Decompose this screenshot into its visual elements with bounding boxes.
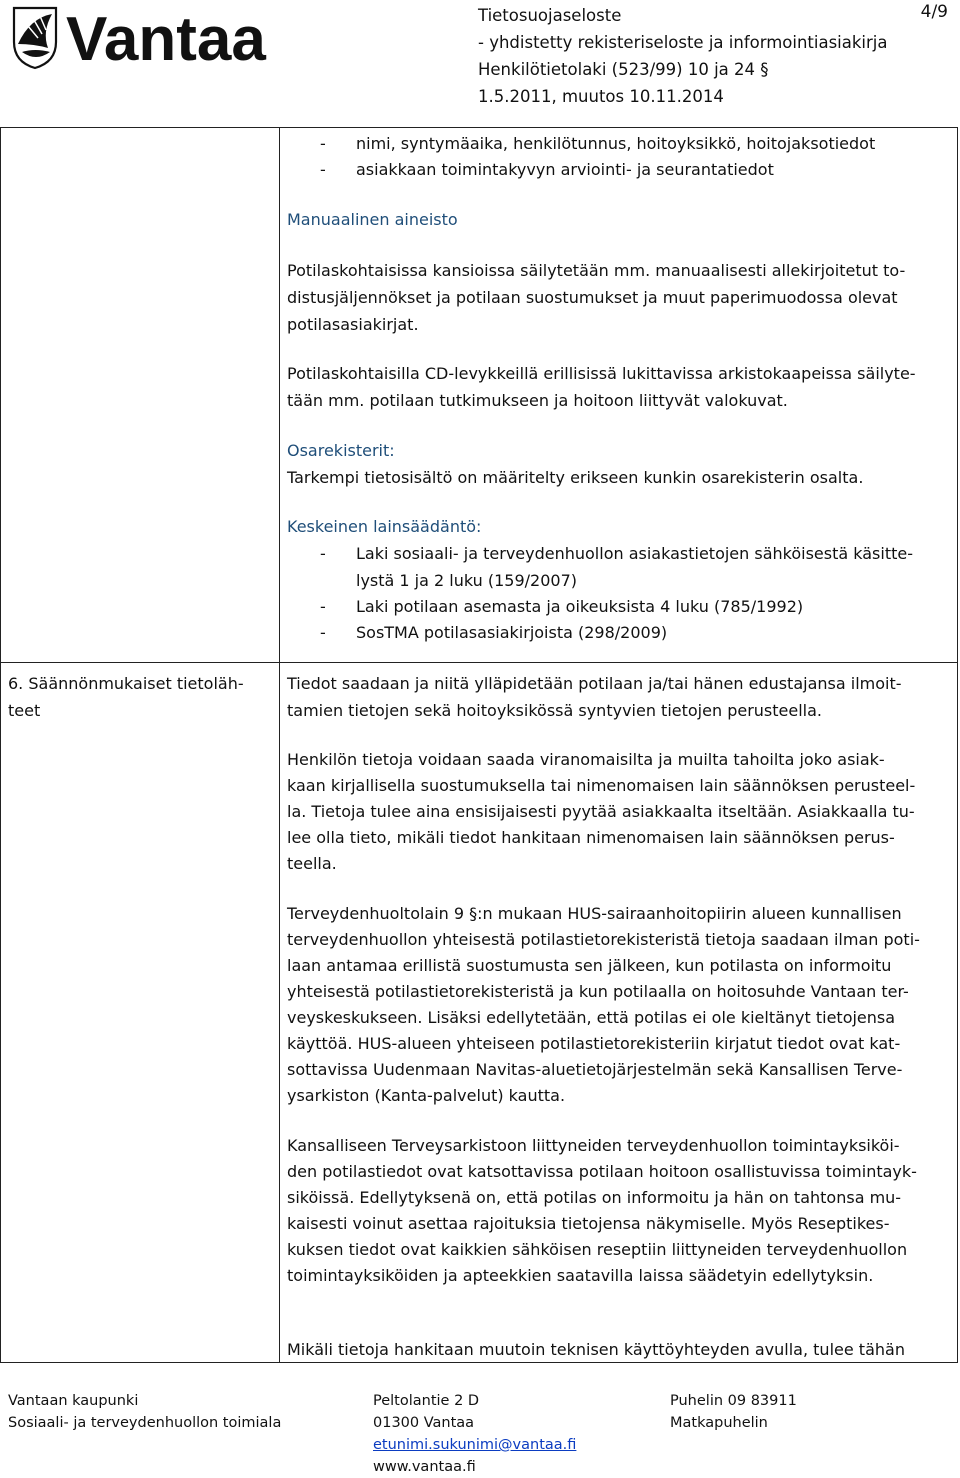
paragraph: Tiedot saadaan ja niitä ylläpidetään potilaan ja/tai hänen edustajansa ilmoit-: [287, 674, 902, 693]
paragraph: lee olla tieto, mikäli tiedot hankitaan nimenomaisen lain säännöksen perus-: [287, 828, 895, 847]
legislation-item: - Laki potilaan asemasta ja oikeuksista 4 luku (785/1992): [320, 597, 804, 616]
paragraph: teella.: [287, 854, 337, 873]
website-text: www.vantaa.fi: [373, 1459, 476, 1475]
manual-material-heading: Manuaalinen aineisto: [287, 210, 458, 229]
page-number: 4/9: [920, 2, 948, 22]
row-divider: [1, 662, 957, 663]
law-reference: Henkilötietolaki (523/99) 10 ja 24 §: [478, 60, 769, 79]
paragraph: Potilaskohtaisissa kansioissa säilytetään mm. manuaalisesti allekirjoitetut to-: [287, 261, 906, 280]
paragraph: laan antamaa erillistä suostumusta sen jälkeen, kun potilasta on informoitu: [287, 956, 892, 975]
paragraph: terveydenhuollon yhteisestä potilastietorekisteristä tietoja saadaan ilman poti-: [287, 930, 920, 949]
paragraph: tään mm. potilaan tutkimukseen ja hoitoon liittyvät valokuvat.: [287, 391, 788, 410]
footer-contact: Puhelin 09 83911 Matkapuhelin: [670, 1393, 797, 1431]
list-item: - nimi, syntymäaika, henkilötunnus, hoitoyksikkö, hoitojaksotiedot: [320, 134, 876, 153]
paragraph: Mikäli tietoja hankitaan muutoin teknisen käyttöyhteyden avulla, tulee tähän: [287, 1340, 905, 1359]
section-6-label: 6. Säännönmukaiset tietoläh- teet: [8, 674, 244, 720]
vantaa-logo: [8, 4, 298, 70]
legislation-item: - Laki sosiaali- ja terveydenhuollon asiakastietojen sähköisestä käsitte- lystä 1 ja 2 luku (159/2007): [320, 544, 913, 590]
paragraph: den potilastiedot ovat katsottavissa potilaan hoitoon osallistuvissa toimintayk-: [287, 1162, 917, 1181]
column-divider: [279, 128, 280, 1362]
paragraph: Terveydenhuoltolain 9 §:n mukaan HUS-sairaanhoitopiirin alueen kunnallisen: [287, 904, 902, 923]
paragraph: kuksen tiedot ovat kaikkien sähköisen reseptiin liittyneiden terveydenhuollon: [287, 1240, 908, 1259]
footer-address: Peltolantie 2 D 01300 Vantaa etunimi.sukunimi@vantaa.fi www.vantaa.fi: [373, 1390, 576, 1478]
paragraph: käyttöä. HUS-alueen yhteiseen potilastietorekisteriin kirjatut tiedot ovat kat-: [287, 1034, 901, 1053]
paragraph: yhteisestä potilastietorekisteristä ja kun potilaalla on hoitosuhde Vantaan ter-: [287, 982, 909, 1001]
paragraph: Kansalliseen Terveysarkistoon liittyneiden terveydenhuollon toimintayksiköi-: [287, 1136, 900, 1155]
paragraph: kaisesti voinut asettaa rajoituksia tietojensa näkymiselle. Myös Reseptikes-: [287, 1214, 890, 1233]
paragraph: veyskeskukseen. Lisäksi edellytetään, että potilas ei ole kieltänyt tietojensa: [287, 1008, 896, 1027]
legislation-heading: Keskeinen lainsäädäntö:: [287, 517, 482, 536]
paragraph: sottavissa Uudenmaan Navitas-aluetietojärjestelmän sekä Kansallisen Terve-: [287, 1060, 903, 1079]
email-link[interactable]: etunimi.sukunimi@vantaa.fi: [373, 1437, 577, 1453]
footer-organization: Vantaan kaupunki Sosiaali- ja terveydenhuollon toimiala: [8, 1393, 282, 1431]
sub-registers-heading: Osarekisterit:: [287, 441, 395, 460]
doc-title: Tietosuojaseloste: [478, 6, 622, 25]
sub-registers-text: Tarkempi tietosisältö on määritelty erikseen kunkin osarekisterin osalta.: [287, 468, 864, 487]
paragraph: la. Tietoja tulee aina ensisijaisesti pyytää asiakkaalta itseltään. Asiakkaalla tu-: [287, 802, 915, 821]
paragraph: siköissä. Edellytyksenä on, että potilas on informoitu ja hän on tahtonsa mu-: [287, 1188, 902, 1207]
doc-date: 1.5.2011, muutos 10.11.2014: [478, 87, 724, 106]
vantaa-crest-icon: [8, 4, 298, 70]
document-header: [478, 2, 948, 110]
paragraph: distusjäljennökset ja potilaan suostumukset ja muut paperimuodossa olevat: [287, 288, 898, 307]
doc-subtitle: - yhdistetty rekisteriseloste ja informointiasiakirja: [478, 33, 888, 52]
paragraph: kaan kirjallisella suostumuksella tai nimenomaisen lain säännöksen perusteel-: [287, 776, 916, 795]
paragraph: Henkilön tietoja voidaan saada viranomaisilta ja muilta tahoilta joko asiak-: [287, 750, 885, 769]
paragraph: tamien tietojen sekä hoitoyksikössä syntyvien tietojen perusteella.: [287, 701, 822, 720]
legislation-item: - SosTMA potilasasiakirjoista (298/2009): [320, 623, 668, 642]
logo-wordmark: Vantaa: [66, 5, 266, 70]
paragraph: ysarkiston (Kanta-palvelut) kautta.: [287, 1086, 566, 1105]
paragraph: toimintayksiköiden ja apteekkien saatavilla laissa säädetyin edellytyksin.: [287, 1266, 874, 1285]
paragraph: potilasasiakirjat.: [287, 315, 419, 334]
list-item: - asiakkaan toimintakyvyn arviointi- ja seurantatiedot: [320, 160, 774, 179]
paragraph: Potilaskohtaisilla CD-levykkeillä erillisissä lukittavissa arkistokaapeissa säilyte-: [287, 364, 916, 383]
